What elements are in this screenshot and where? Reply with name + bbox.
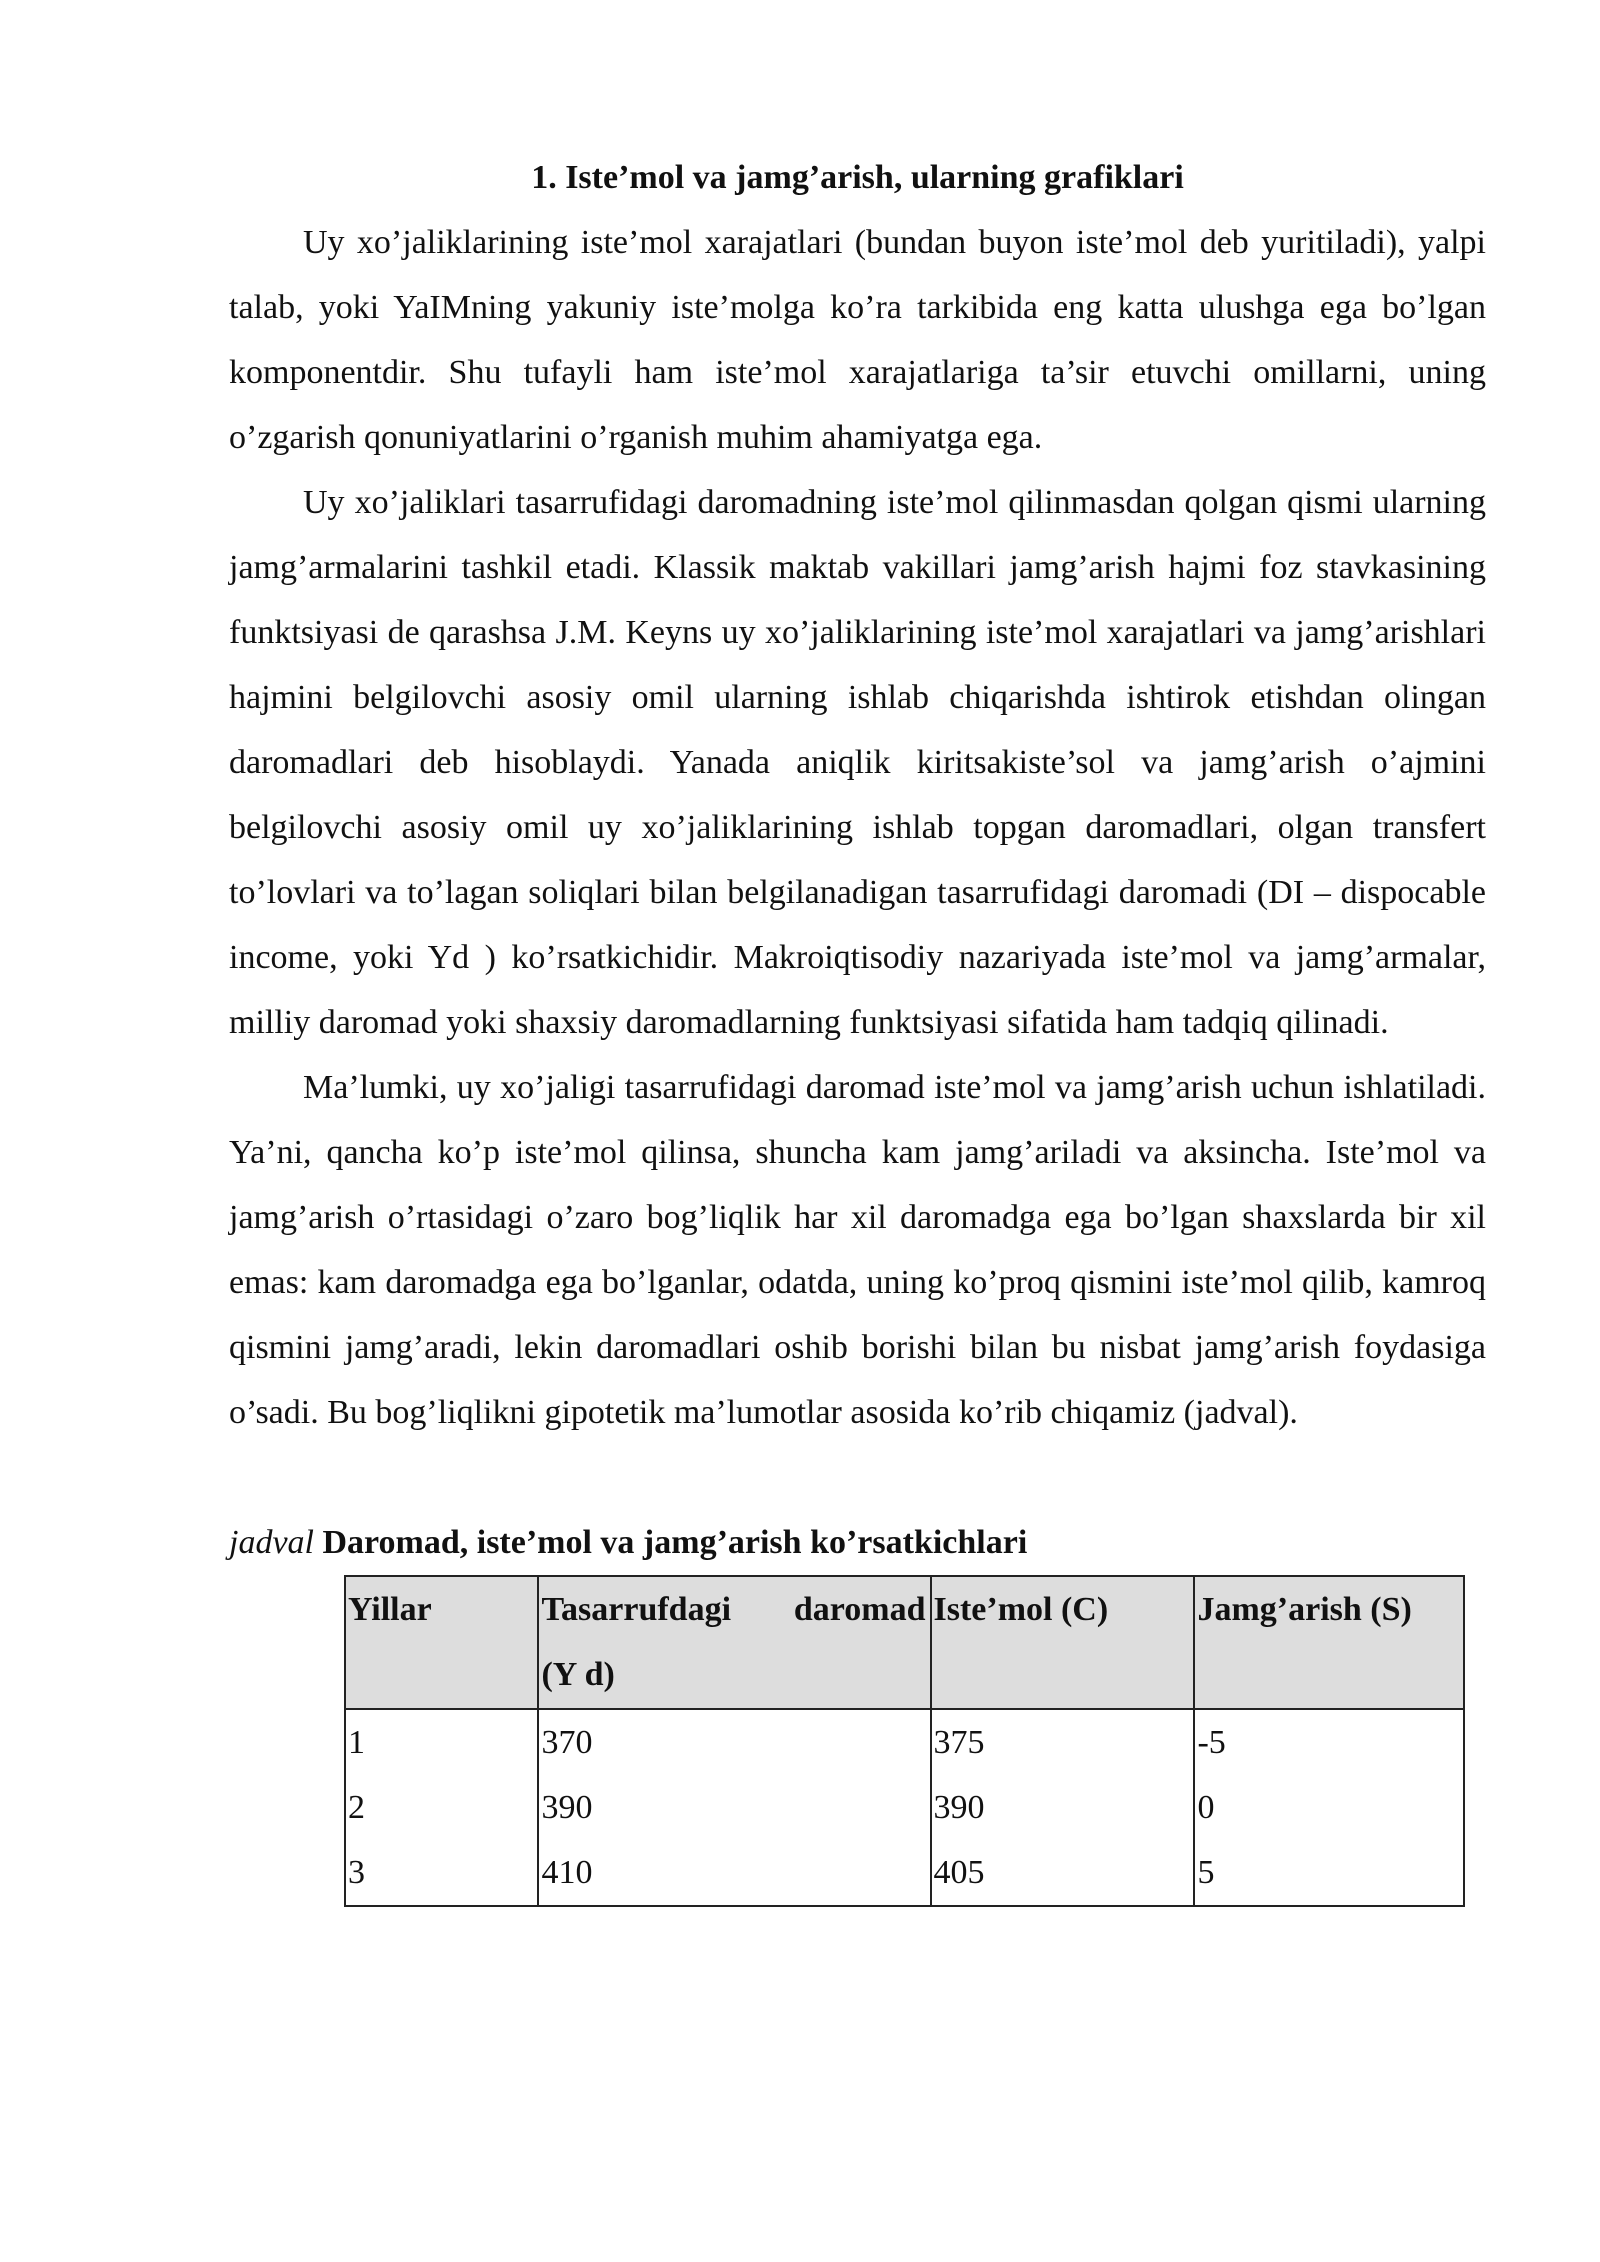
table-cell: 375: [931, 1709, 1195, 1775]
table-caption-label: jadval: [229, 1524, 314, 1561]
header-years: Yillar: [345, 1576, 538, 1709]
section-title: 1. Iste’mol va jamg’arish, ularning grafiklari: [531, 159, 1184, 196]
table-cell: 2: [345, 1775, 538, 1840]
table-row: [345, 1840, 1464, 1906]
table-cell: 1: [345, 1709, 538, 1775]
table-cell: 0: [1194, 1775, 1464, 1840]
table-cell: 405: [931, 1840, 1195, 1906]
table-row: [345, 1709, 1464, 1775]
paragraph-2: Uy xo’jaliklari tasarrufidagi daromadning iste’mol qilinmasdan qolgan qismi ularning jamg’armalarini tashkil etadi. Klassik maktab vakillari jamg’arish hajmi foz stavkasining funktsiyasi de qarashsa J.M. Keyns uy xo’jaliklarining iste’mol xarajatlari va jamg’arishlari hajmini belgilovchi asosiy omil ularning ishlab chiqarishda ishtirok etishdan olingan daromadlari deb hisoblaydi. Yanada aniqlik kiritsakiste’sol va jamg’arish o’ajmini belgilovchi asosiy omil uy xo’jaliklarining ishlab topgan daromadlari, olgan transfert to’lovlari va to’lagan soliqlari bilan belgilanadigan tasarrufidagi daromadi (DI – dispocable income, yoki Yd ) ko’rsatkichidir. Makroiqtisodiy nazariyada iste’mol va jamg’armalar, milliy daromad yoki shaxsiy daromadlarning funktsiyasi sifatida ham tadqiq qilinadi.: [229, 484, 1486, 1041]
table-caption: [229, 1510, 1486, 1575]
paragraph-1: Uy xo’jaliklarining iste’mol xarajatlari (bundan buyon iste’mol deb yuritiladi), yalpi talab, yoki YaIMning yakuniy iste’molga ko’ra tarkibida eng katta ulushga ega bo’lgan komponentdir. Shu tufayli ham iste’mol xarajatlariga ta’sir etuvchi omillarni, uning o’zgarish qonuniyatlarini o’rganish muhim ahamiyatga ega.: [229, 224, 1486, 456]
table-cell: 5: [1194, 1840, 1464, 1906]
data-table: [344, 1575, 1465, 1907]
table-header-row: [345, 1576, 1464, 1709]
header-disposable-income-word2: daromad: [793, 1591, 926, 1628]
header-saving: Jamg’arish (S): [1194, 1576, 1464, 1709]
table-cell: -5: [1194, 1709, 1464, 1775]
header-disposable-income-line2: (Y d): [541, 1656, 615, 1693]
table-cell: 410: [538, 1840, 930, 1906]
paragraph-3: Ma’lumki, uy xo’jaligi tasarrufidagi daromad iste’mol va jamg’arish uchun ishlatiladi. Ya’ni, qancha ko’p iste’mol qilinsa, shuncha kam jamg’ariladi va aksincha. Iste’mol va jamg’arish o’rtasidagi o’zaro bog’liqlik har xil daromadga ega bo’lgan shaxslarda bir xil emas: kam daromadga ega bo’lganlar, odatda, uning ko’proq qismini iste’mol qilib, kamroq qismini jamg’aradi, lekin daromadlari oshib borishi bilan bu nisbat jamg’arish foydasiga o’sadi. Bu bog’liqlikni gipotetik ma’lumotlar asosida ko’rib chiqamiz (jadval).: [229, 1069, 1486, 1431]
table-cell: 370: [538, 1709, 930, 1775]
page-content: [229, 145, 1486, 1907]
table-row: [345, 1775, 1464, 1840]
table-caption-title: Daromad, iste’mol va jamg’arish ko’rsatkichlari: [322, 1524, 1028, 1561]
table-cell: 390: [538, 1775, 930, 1840]
table-cell: 3: [345, 1840, 538, 1906]
header-disposable-income-word1: Tasarrufdagi: [541, 1591, 732, 1628]
table-cell: 390: [931, 1775, 1195, 1840]
header-disposable-income: [538, 1576, 930, 1709]
header-consumption: Iste’mol (C): [931, 1576, 1195, 1709]
